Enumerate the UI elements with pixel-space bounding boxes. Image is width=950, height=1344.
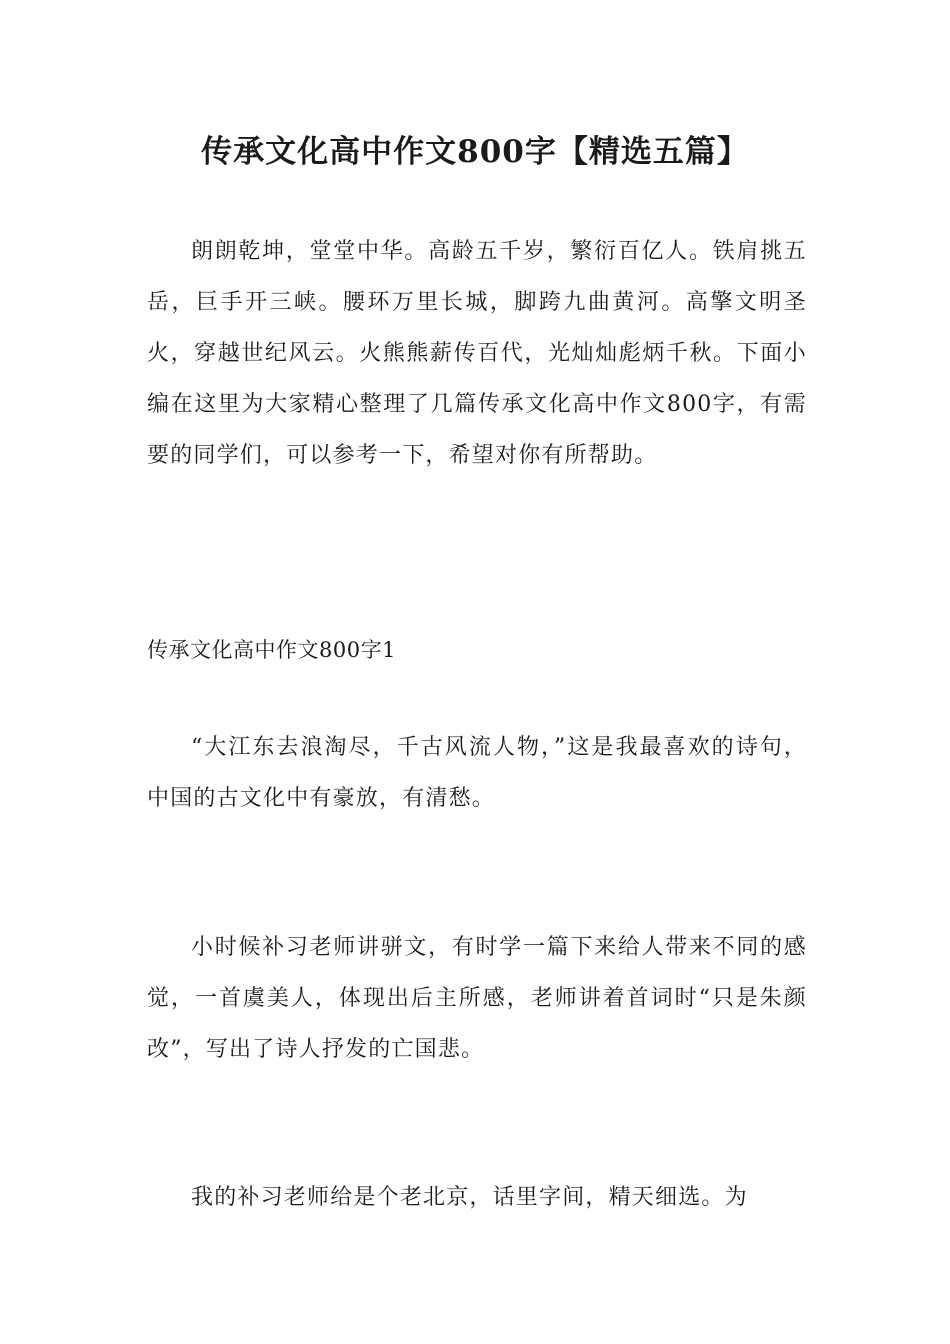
section-heading: 传承文化高中作文800字1 (147, 638, 396, 662)
body-paragraph-2: 小时候补习老师讲骈文，有时学一篇下来给人带来不同的感觉，一首虞美人，体现出后主所感，老师讲着首词时“只是朱颜改”，写出了诗人抒发的亡国悲。 (147, 935, 807, 1062)
intro-paragraph: 朗朗乾坤，堂堂中华。高龄五千岁，繁衍百亿人。铁肩挑五岳，巨手开三峡。腰环万里长城，脚跨九曲黄河。高擎文明圣火，穿越世纪风云。火熊熊薪传百代，光灿灿彪炳千秋。下面小编在这里为大家精心整理了几篇传承文化高中作文800字，有需要的同学们，可以参考一下，希望对你有所帮助。 (147, 239, 807, 468)
body-paragraph-1: “大江东去浪淘尽，千古风流人物，”这是我最喜欢的诗句，中国的古文化中有豪放，有清愁。 (147, 735, 807, 811)
document-title: 传承文化高中作文800字【精选五篇】 (201, 134, 749, 170)
body-paragraph-3: 我的补习老师给是个老北京，话里字间，精天细选。为 (191, 1185, 748, 1210)
